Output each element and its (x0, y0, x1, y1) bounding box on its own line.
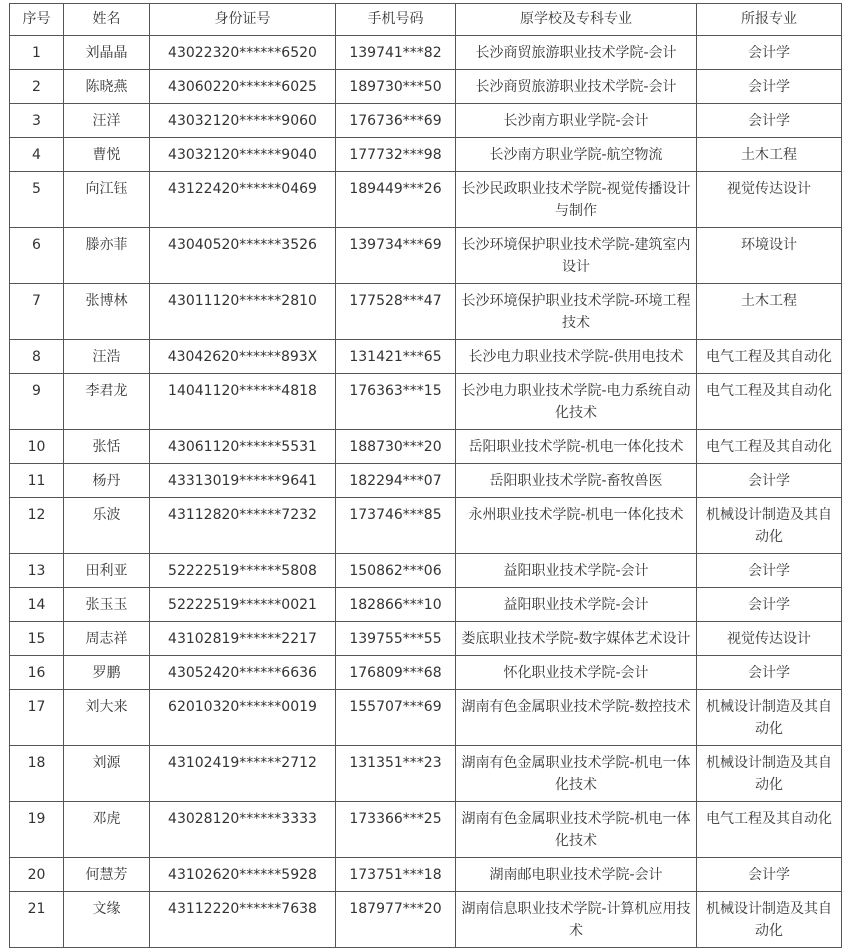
cell-name: 何慧芳 (64, 858, 150, 892)
cell-applied-major: 电气工程及其自动化 (697, 340, 842, 374)
cell-applied-major: 视觉传达设计 (697, 172, 842, 228)
cell-id-number: 43052420******6636 (150, 656, 336, 690)
cell-original-school-major: 娄底职业技术学院-数字媒体艺术设计 (456, 622, 697, 656)
table-row (10, 172, 842, 228)
cell-id-number: 52222519******5808 (150, 554, 336, 588)
column-header-id-number: 身份证号 (150, 4, 336, 36)
cell-id-number: 43042620******893X (150, 340, 336, 374)
cell-name: 滕亦菲 (64, 228, 150, 284)
cell-phone: 189730***50 (336, 70, 456, 104)
cell-id-number: 43112820******7232 (150, 498, 336, 554)
cell-applied-major: 会计学 (697, 656, 842, 690)
cell-original-school-major: 益阳职业技术学院-会计 (456, 554, 697, 588)
cell-original-school-major: 长沙电力职业技术学院-供用电技术 (456, 340, 697, 374)
cell-id-number: 14041120******4818 (150, 374, 336, 430)
cell-phone: 139734***69 (336, 228, 456, 284)
cell-id-number: 43102819******2217 (150, 622, 336, 656)
cell-phone: 131351***23 (336, 746, 456, 802)
cell-name: 刘大来 (64, 690, 150, 746)
cell-name: 乐波 (64, 498, 150, 554)
cell-applied-major: 视觉传达设计 (697, 622, 842, 656)
cell-seq: 18 (10, 746, 64, 802)
column-header-original-school-major: 原学校及专科专业 (456, 4, 697, 36)
cell-phone: 177732***98 (336, 138, 456, 172)
cell-original-school-major: 长沙商贸旅游职业技术学院-会计 (456, 36, 697, 70)
table-row (10, 892, 842, 948)
cell-name: 张玉玉 (64, 588, 150, 622)
cell-phone: 182866***10 (336, 588, 456, 622)
table-row (10, 70, 842, 104)
cell-seq: 16 (10, 656, 64, 690)
cell-original-school-major: 怀化职业技术学院-会计 (456, 656, 697, 690)
column-header-seq: 序号 (10, 4, 64, 36)
table-row (10, 622, 842, 656)
cell-original-school-major: 长沙南方职业学院-航空物流 (456, 138, 697, 172)
cell-name: 文缘 (64, 892, 150, 948)
cell-seq: 13 (10, 554, 64, 588)
cell-id-number: 43102419******2712 (150, 746, 336, 802)
cell-name: 刘源 (64, 746, 150, 802)
cell-id-number: 43313019******9641 (150, 464, 336, 498)
cell-original-school-major: 长沙电力职业技术学院-电力系统自动化技术 (456, 374, 697, 430)
cell-phone: 173746***85 (336, 498, 456, 554)
cell-original-school-major: 长沙环境保护职业技术学院-环境工程技术 (456, 284, 697, 340)
cell-id-number: 43112220******7638 (150, 892, 336, 948)
cell-phone: 189449***26 (336, 172, 456, 228)
cell-id-number: 52222519******0021 (150, 588, 336, 622)
cell-applied-major: 机械设计制造及其自动化 (697, 690, 842, 746)
table-row (10, 498, 842, 554)
cell-phone: 182294***07 (336, 464, 456, 498)
table-row (10, 340, 842, 374)
cell-seq: 3 (10, 104, 64, 138)
cell-name: 陈晓燕 (64, 70, 150, 104)
table-body (10, 36, 842, 948)
cell-phone: 176809***68 (336, 656, 456, 690)
table-row (10, 228, 842, 284)
cell-seq: 21 (10, 892, 64, 948)
cell-seq: 10 (10, 430, 64, 464)
cell-id-number: 43122420******0469 (150, 172, 336, 228)
table-row (10, 802, 842, 858)
cell-applied-major: 机械设计制造及其自动化 (697, 746, 842, 802)
cell-applied-major: 会计学 (697, 858, 842, 892)
cell-name: 张博林 (64, 284, 150, 340)
cell-applied-major: 会计学 (697, 36, 842, 70)
cell-name: 李君龙 (64, 374, 150, 430)
cell-applied-major: 会计学 (697, 70, 842, 104)
cell-original-school-major: 益阳职业技术学院-会计 (456, 588, 697, 622)
cell-original-school-major: 湖南邮电职业技术学院-会计 (456, 858, 697, 892)
cell-name: 田利亚 (64, 554, 150, 588)
cell-original-school-major: 永州职业技术学院-机电一体化技术 (456, 498, 697, 554)
cell-name: 刘晶晶 (64, 36, 150, 70)
column-header-applied-major: 所报专业 (697, 4, 842, 36)
cell-phone: 139741***82 (336, 36, 456, 70)
cell-applied-major: 土木工程 (697, 284, 842, 340)
column-header-name: 姓名 (64, 4, 150, 36)
table-row (10, 374, 842, 430)
cell-original-school-major: 湖南有色金属职业技术学院-机电一体化技术 (456, 802, 697, 858)
cell-seq: 2 (10, 70, 64, 104)
cell-phone: 187977***20 (336, 892, 456, 948)
cell-id-number: 43061120******5531 (150, 430, 336, 464)
cell-applied-major: 会计学 (697, 588, 842, 622)
table-row (10, 554, 842, 588)
table-row (10, 690, 842, 746)
table-row (10, 858, 842, 892)
cell-phone: 131421***65 (336, 340, 456, 374)
cell-seq: 14 (10, 588, 64, 622)
table-row (10, 656, 842, 690)
cell-phone: 177528***47 (336, 284, 456, 340)
cell-applied-major: 电气工程及其自动化 (697, 430, 842, 464)
cell-phone: 188730***20 (336, 430, 456, 464)
cell-id-number: 43032120******9040 (150, 138, 336, 172)
table-row (10, 430, 842, 464)
cell-seq: 5 (10, 172, 64, 228)
cell-id-number: 43028120******3333 (150, 802, 336, 858)
column-header-phone: 手机号码 (336, 4, 456, 36)
cell-applied-major: 环境设计 (697, 228, 842, 284)
cell-id-number: 43011120******2810 (150, 284, 336, 340)
cell-original-school-major: 湖南信息职业技术学院-计算机应用技术 (456, 892, 697, 948)
cell-original-school-major: 长沙民政职业技术学院-视觉传播设计与制作 (456, 172, 697, 228)
cell-seq: 20 (10, 858, 64, 892)
cell-seq: 7 (10, 284, 64, 340)
cell-seq: 8 (10, 340, 64, 374)
cell-seq: 4 (10, 138, 64, 172)
cell-name: 周志祥 (64, 622, 150, 656)
cell-name: 张恬 (64, 430, 150, 464)
cell-phone: 150862***06 (336, 554, 456, 588)
cell-phone: 173366***25 (336, 802, 456, 858)
cell-original-school-major: 长沙南方职业学院-会计 (456, 104, 697, 138)
cell-phone: 139755***55 (336, 622, 456, 656)
cell-name: 曹悦 (64, 138, 150, 172)
cell-original-school-major: 岳阳职业技术学院-机电一体化技术 (456, 430, 697, 464)
cell-seq: 17 (10, 690, 64, 746)
cell-original-school-major: 长沙商贸旅游职业技术学院-会计 (456, 70, 697, 104)
cell-name: 汪洋 (64, 104, 150, 138)
table-row (10, 104, 842, 138)
cell-id-number: 43032120******9060 (150, 104, 336, 138)
cell-applied-major: 土木工程 (697, 138, 842, 172)
cell-seq: 11 (10, 464, 64, 498)
cell-phone: 173751***18 (336, 858, 456, 892)
cell-id-number: 43022320******6520 (150, 36, 336, 70)
cell-applied-major: 机械设计制造及其自动化 (697, 892, 842, 948)
table-row (10, 36, 842, 70)
cell-applied-major: 机械设计制造及其自动化 (697, 498, 842, 554)
admission-list-table (9, 3, 842, 948)
cell-applied-major: 会计学 (697, 464, 842, 498)
cell-name: 邓虎 (64, 802, 150, 858)
cell-name: 向江钰 (64, 172, 150, 228)
cell-original-school-major: 湖南有色金属职业技术学院-机电一体化技术 (456, 746, 697, 802)
table-row (10, 746, 842, 802)
cell-seq: 6 (10, 228, 64, 284)
cell-phone: 176363***15 (336, 374, 456, 430)
table-header (10, 4, 842, 36)
cell-applied-major: 电气工程及其自动化 (697, 802, 842, 858)
cell-seq: 9 (10, 374, 64, 430)
cell-seq: 19 (10, 802, 64, 858)
cell-phone: 155707***69 (336, 690, 456, 746)
cell-id-number: 43060220******6025 (150, 70, 336, 104)
cell-applied-major: 电气工程及其自动化 (697, 374, 842, 430)
cell-phone: 176736***69 (336, 104, 456, 138)
header-row (10, 4, 842, 36)
cell-seq: 1 (10, 36, 64, 70)
cell-name: 汪浩 (64, 340, 150, 374)
cell-seq: 15 (10, 622, 64, 656)
table-row (10, 588, 842, 622)
cell-original-school-major: 湖南有色金属职业技术学院-数控技术 (456, 690, 697, 746)
cell-original-school-major: 长沙环境保护职业技术学院-建筑室内设计 (456, 228, 697, 284)
cell-id-number: 43102620******5928 (150, 858, 336, 892)
cell-id-number: 43040520******3526 (150, 228, 336, 284)
table-row (10, 464, 842, 498)
cell-name: 罗鹏 (64, 656, 150, 690)
cell-seq: 12 (10, 498, 64, 554)
cell-applied-major: 会计学 (697, 104, 842, 138)
cell-id-number: 62010320******0019 (150, 690, 336, 746)
cell-name: 杨丹 (64, 464, 150, 498)
table-row (10, 138, 842, 172)
cell-original-school-major: 岳阳职业技术学院-畜牧兽医 (456, 464, 697, 498)
table-row (10, 284, 842, 340)
cell-applied-major: 会计学 (697, 554, 842, 588)
